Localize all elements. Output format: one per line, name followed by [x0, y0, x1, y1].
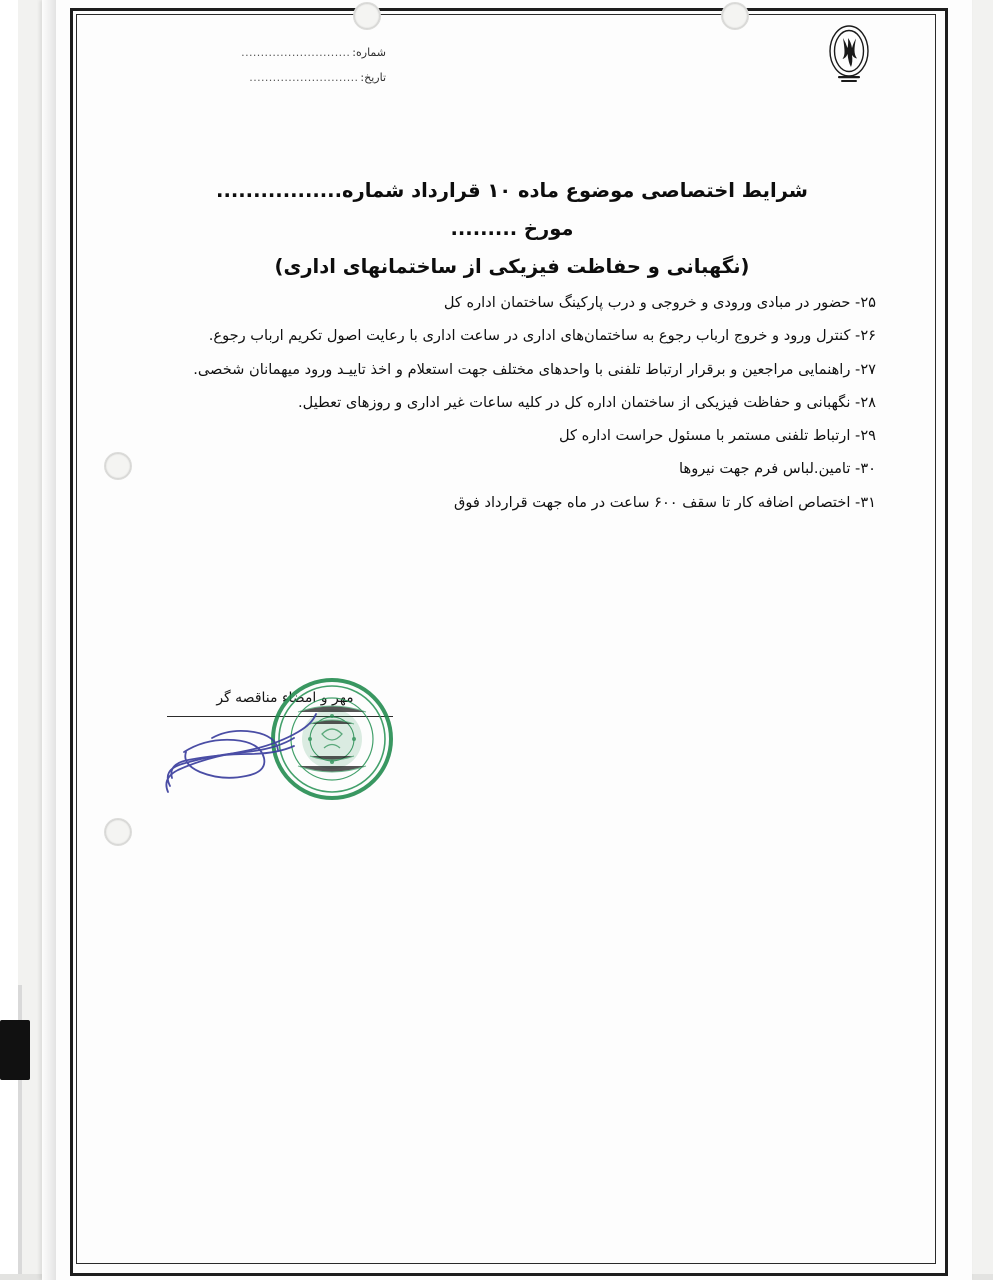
- scanner-left-white-strip: [0, 0, 18, 1280]
- header-date-dots: ............................: [249, 71, 359, 84]
- header-number-label: شماره:: [352, 46, 386, 59]
- page-title-line-1: شرایط اختصاصی موضوع ماده ۱۰ قرارداد شماره................. مورخ .........: [216, 179, 808, 241]
- clause-item: ۲۹- ارتباط تلفنی مستمر با مسئول حراست اداره کل: [558, 427, 876, 445]
- clause-item: ۲۸- نگهبانی و حفاظت فیزیکی از ساختمان اداره کل در کلیه ساعات غیر اداری و روزهای تعطیل.: [298, 393, 876, 411]
- clause-item: ۲۷- راهنمایی مراجعین و برقرار ارتباط تلفنی با واحدهای مختلف جهت استعلام و اخذ تاییـد ورود میهمانان شخصی.: [193, 360, 876, 378]
- document-page: [42, 0, 972, 1280]
- page-edge-shadow: [42, 0, 56, 1280]
- header-date-row: [146, 71, 386, 84]
- punch-hole: [104, 452, 132, 480]
- page-title-line-2: (نگهبانی و حفاظت فیزیکی از ساختمانهای اداری): [274, 255, 750, 279]
- handwritten-signature-icon: [150, 690, 370, 810]
- punch-hole: [104, 818, 132, 846]
- page-title: [192, 172, 832, 286]
- organization-emblem-icon: [818, 20, 880, 86]
- clause-item: ۲۶- کنترل ورود و خروج ارباب رجوع به ساختمان‌های اداری در ساعت اداری با رعایت اصول تکریم ارباب رجوع.: [208, 327, 876, 345]
- clause-list: [132, 286, 876, 519]
- punch-hole: [353, 2, 381, 30]
- header-date-label: تاریخ:: [360, 71, 386, 84]
- clause-item: ۳۰- تامین.لباس فرم جهت نیروها: [679, 460, 876, 478]
- header-number-dots: ............................: [241, 46, 351, 59]
- signature-label: مهر و امضاء مناقصه گر: [216, 690, 354, 706]
- punch-hole: [721, 2, 749, 30]
- header-number-row: [146, 46, 386, 59]
- scanner-left-dark-mark: [0, 1020, 30, 1080]
- header-fields: [146, 46, 386, 96]
- clause-item: ۳۱- اختصاص اضافه کار تا سقف ۶۰۰ ساعت در ماه جهت قرارداد فوق: [454, 493, 876, 511]
- clause-item: ۲۵- حضور در مبادی ورودی و خروجی و درب پارکینگ ساختمان اداره کل: [443, 294, 876, 311]
